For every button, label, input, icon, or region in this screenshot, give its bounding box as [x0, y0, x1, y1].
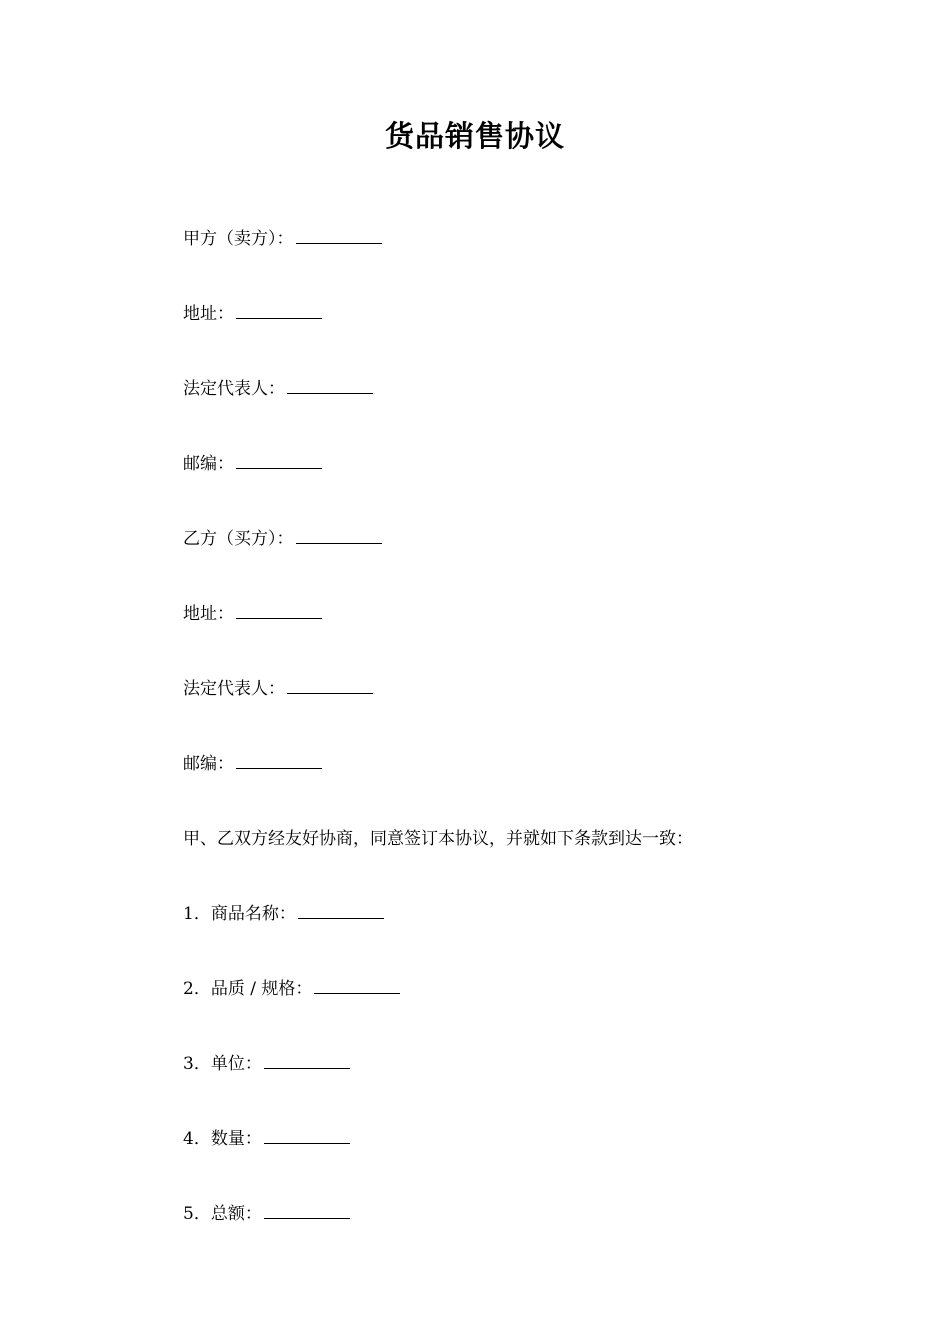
- clause-label: 1．商品名称：: [183, 904, 296, 924]
- party-a-address-line: [183, 301, 322, 327]
- clause-label: 5．总额：: [183, 1204, 262, 1224]
- party-a-legal-rep-line: [183, 376, 373, 402]
- party-b-postcode-label: 邮编：: [183, 754, 234, 774]
- party-b-address-label: 地址：: [183, 604, 234, 624]
- party-b-legal-rep-line: [183, 676, 373, 702]
- clause-label: 2．品质 / 规格：: [183, 979, 313, 999]
- party-a-label: 甲方（卖方）：: [183, 229, 294, 249]
- party-b-postcode-line: [183, 751, 322, 777]
- party-b-label: 乙方（买方）：: [183, 529, 294, 549]
- clause-blank: [264, 1067, 350, 1069]
- clause-blank: [298, 917, 384, 919]
- party-b-legal-rep-label: 法定代表人：: [183, 679, 285, 699]
- party-b-line: [183, 526, 382, 552]
- preamble: 甲、乙双方经友好协商，同意签订本协议，并就如下条款到达一致：: [183, 829, 693, 849]
- party-a-legal-rep-label: 法定代表人：: [183, 379, 285, 399]
- document-title: 货品销售协议: [384, 119, 565, 153]
- party-a-postcode-blank: [236, 467, 322, 469]
- party-b-address-line: [183, 601, 322, 627]
- party-b-blank: [296, 542, 382, 544]
- party-a-postcode-label: 邮编：: [183, 454, 234, 474]
- clause-item: [183, 1051, 350, 1077]
- clause-item: [183, 976, 400, 1002]
- party-a-line: [183, 226, 382, 252]
- clause-item: [183, 1201, 350, 1227]
- clause-item: [183, 901, 384, 927]
- clause-blank: [264, 1217, 350, 1219]
- party-a-address-label: 地址：: [183, 304, 234, 324]
- clause-label: 3．单位：: [183, 1054, 262, 1074]
- clause-item: [183, 1126, 350, 1152]
- party-a-legal-rep-blank: [287, 392, 373, 394]
- clause-blank: [314, 992, 400, 994]
- clause-label: 4．数量：: [183, 1129, 262, 1149]
- party-a-blank: [296, 242, 382, 244]
- party-a-address-blank: [236, 317, 322, 319]
- party-a-postcode-line: [183, 451, 322, 477]
- clause-blank: [264, 1142, 350, 1144]
- party-b-postcode-blank: [236, 767, 322, 769]
- party-b-address-blank: [236, 617, 322, 619]
- party-b-legal-rep-blank: [287, 692, 373, 694]
